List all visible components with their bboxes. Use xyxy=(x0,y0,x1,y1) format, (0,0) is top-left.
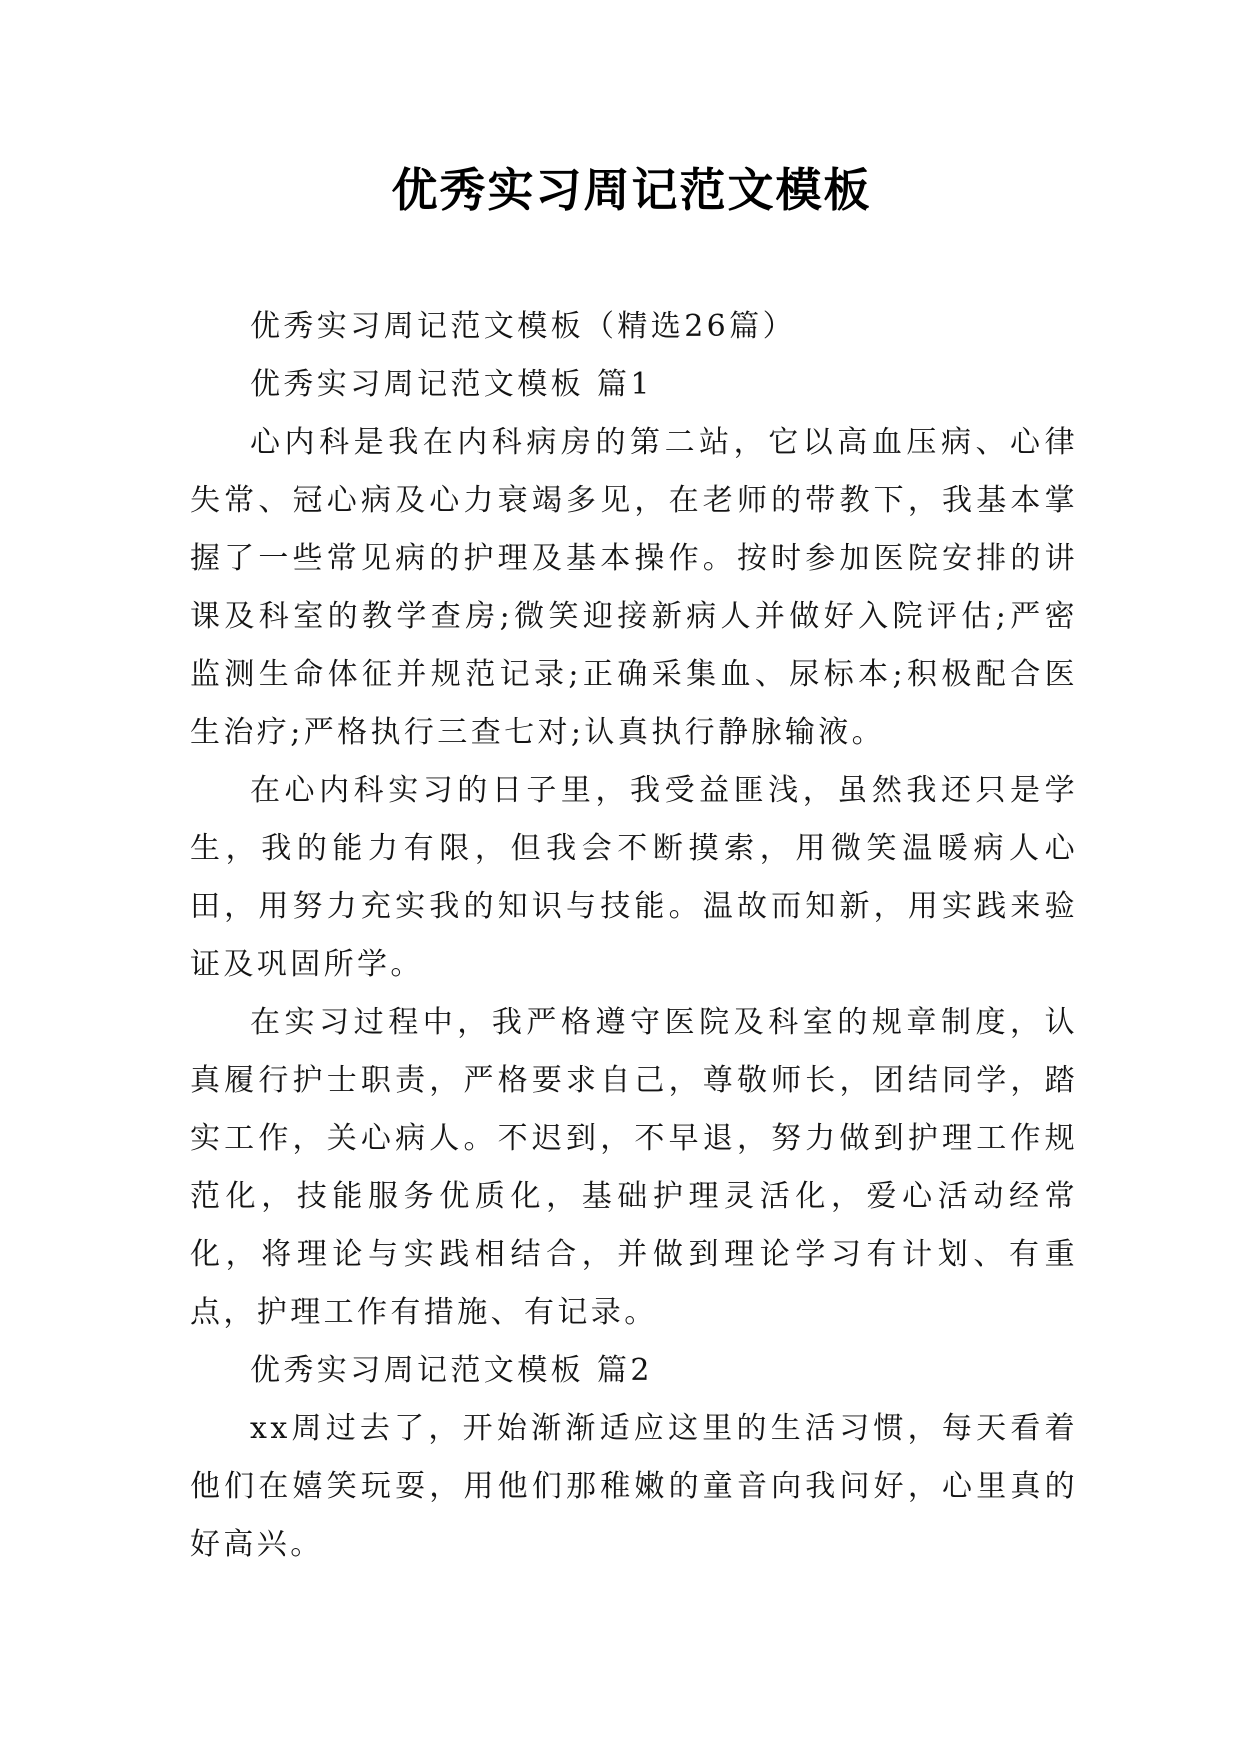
body-paragraph: xx周过去了，开始渐渐适应这里的生活习惯，每天看着他们在嬉笑玩耍，用他们那稚嫩的童音向我问好，心里真的好高兴。 xyxy=(190,1411,1078,1562)
document-body xyxy=(190,298,1078,1574)
body-paragraph: 心内科是我在内科病房的第二站，它以高血压病、心律失常、冠心病及心力衰竭多见，在老师的带教下，我基本掌握了一些常见病的护理及基本操作。按时参加医院安排的讲课及科室的教学查房;微笑迎接新病人并做好入院评估;严密监测生命体征并规范记录;正确采集血、尿标本;积极配合医生治疗;严格执行三查七对;认真执行静脉输液。 xyxy=(190,425,1078,750)
subtitle-line: 优秀实习周记范文模板（精选26篇） xyxy=(250,309,796,344)
section-heading-1: 优秀实习周记范文模板 篇1 xyxy=(250,367,653,402)
body-paragraph: 在心内科实习的日子里，我受益匪浅，虽然我还只是学生，我的能力有限，但我会不断摸索，用微笑温暖病人心田，用努力充实我的知识与技能。温故而知新，用实践来验证及巩固所学。 xyxy=(190,773,1078,982)
body-paragraph: 在实习过程中，我严格遵守医院及科室的规章制度，认真履行护士职责，严格要求自己，尊敬师长，团结同学，踏实工作，关心病人。不迟到，不早退，努力做到护理工作规范化，技能服务优质化，基础护理灵活化，爱心活动经常化，将理论与实践相结合，并做到理论学习有计划、有重点，护理工作有措施、有记录。 xyxy=(190,1005,1078,1330)
section-heading-2: 优秀实习周记范文模板 篇2 xyxy=(250,1353,653,1388)
document-title: 优秀实习周记范文模板 xyxy=(391,163,872,217)
